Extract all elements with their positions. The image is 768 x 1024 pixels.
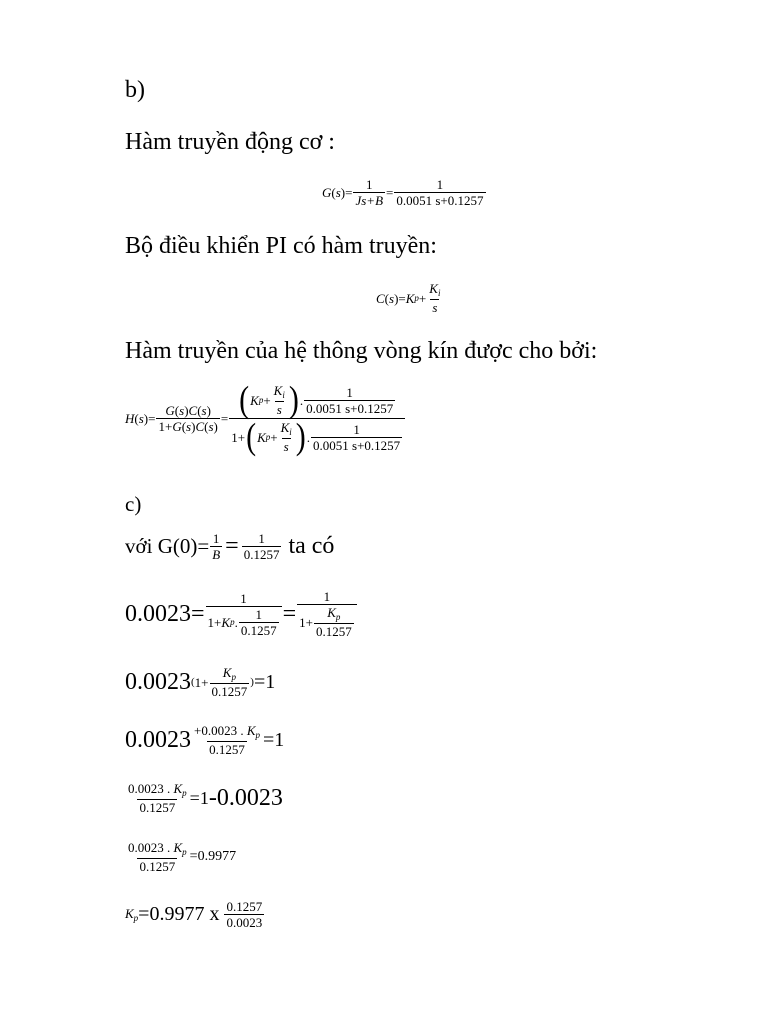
section-c-label: c) — [125, 492, 142, 516]
line-g0: với G(0)= $\frac{1}{B}$ = $\frac{1}{0.1257}$ ta có — [125, 531, 335, 562]
section-b-label: b) — [125, 77, 145, 103]
line-kp-value-eq: $\frac{0.0023 . K_p}{0.1257}$ =0.9977 — [128, 840, 237, 874]
equation-pi-controller: C ( s )= K p + $\frac{K_i}{s}$ — [376, 281, 441, 315]
equation-closed-loop: H ( s )= $\frac{G(s)C(s)}{1+G(s)C(s)}$ = ( K p + $\frac{K_i}{s}$ ) . $\frac{1}{0.0051 s+0.1257}$ 1+ ( K p + $\frac{K_i}{s}$ ) . $\frac{1}{0.0051 s+0.1257}$ — [125, 384, 406, 453]
pi-heading: Bộ điều khiển PI có hàm truyền: — [125, 233, 437, 259]
fraction-1-over-numeric: $\frac{1}{0.0051 s+0.1257}$ — [396, 177, 484, 208]
c-symbol: C — [376, 290, 385, 306]
equation-motor-tf: G ( s )= $\frac{1}{Js+B}$ = $\frac{1}{0.0051 s+0.1257}$ — [322, 177, 484, 208]
closed-loop-heading: Hàm truyền của hệ thông vòng kín được cho bởi: — [125, 338, 598, 364]
fraction-gc-over-1gc — [156, 404, 219, 433]
fraction-expanded: ( K p + $\frac{K_i}{s}$ ) . $\frac{1}{0.0051 s+0.1257}$ 1+ ( K p + $\frac{K_i}{s}$ ) . $\frac{1}{0.0051 s+0.1257}$ — [229, 384, 405, 453]
js-plus-b: Js+B — [355, 193, 384, 208]
line-closed-loop-gain: 0.0023= 1 1+ K p . $\frac{1}{0.1257}$ = 1 1+ $\frac{K_p}{0.1257}$ — [125, 590, 358, 638]
gc-denominator: 1+G(s)C(s) — [158, 419, 218, 434]
motor-tf-heading: Hàm truyền động cơ : — [125, 129, 335, 155]
line-kp-solution: $K_p$ =0.9977 x $\frac{0.1257}{0.0023}$ — [125, 899, 263, 930]
line-expand-1: 0.0023 ( 1+ $\frac{K_p}{0.1257}$ ) =1 — [125, 665, 276, 699]
fraction-1-over-jsb: $\frac{1}{Js+B}$ — [355, 177, 384, 208]
numeric-denominator: 0.0051 s+0.1257 — [396, 193, 484, 208]
gc-numerator: G(s)C(s) — [165, 403, 211, 418]
line-isolate-kp: $\frac{0.0023 . K_p}{0.1257}$ =1 -0.0023 — [128, 781, 283, 815]
line-expand-2: 0.0023 $\frac{+0.0023 . K_p}{0.1257}$ =1 — [125, 723, 285, 757]
kp-symbol: K — [405, 290, 415, 306]
g-symbol: G — [322, 185, 332, 200]
fraction-ki-over-s: $\frac{K_i}{s}$ — [429, 281, 441, 315]
s-arg: s — [335, 185, 341, 200]
h-symbol: H — [125, 411, 135, 426]
